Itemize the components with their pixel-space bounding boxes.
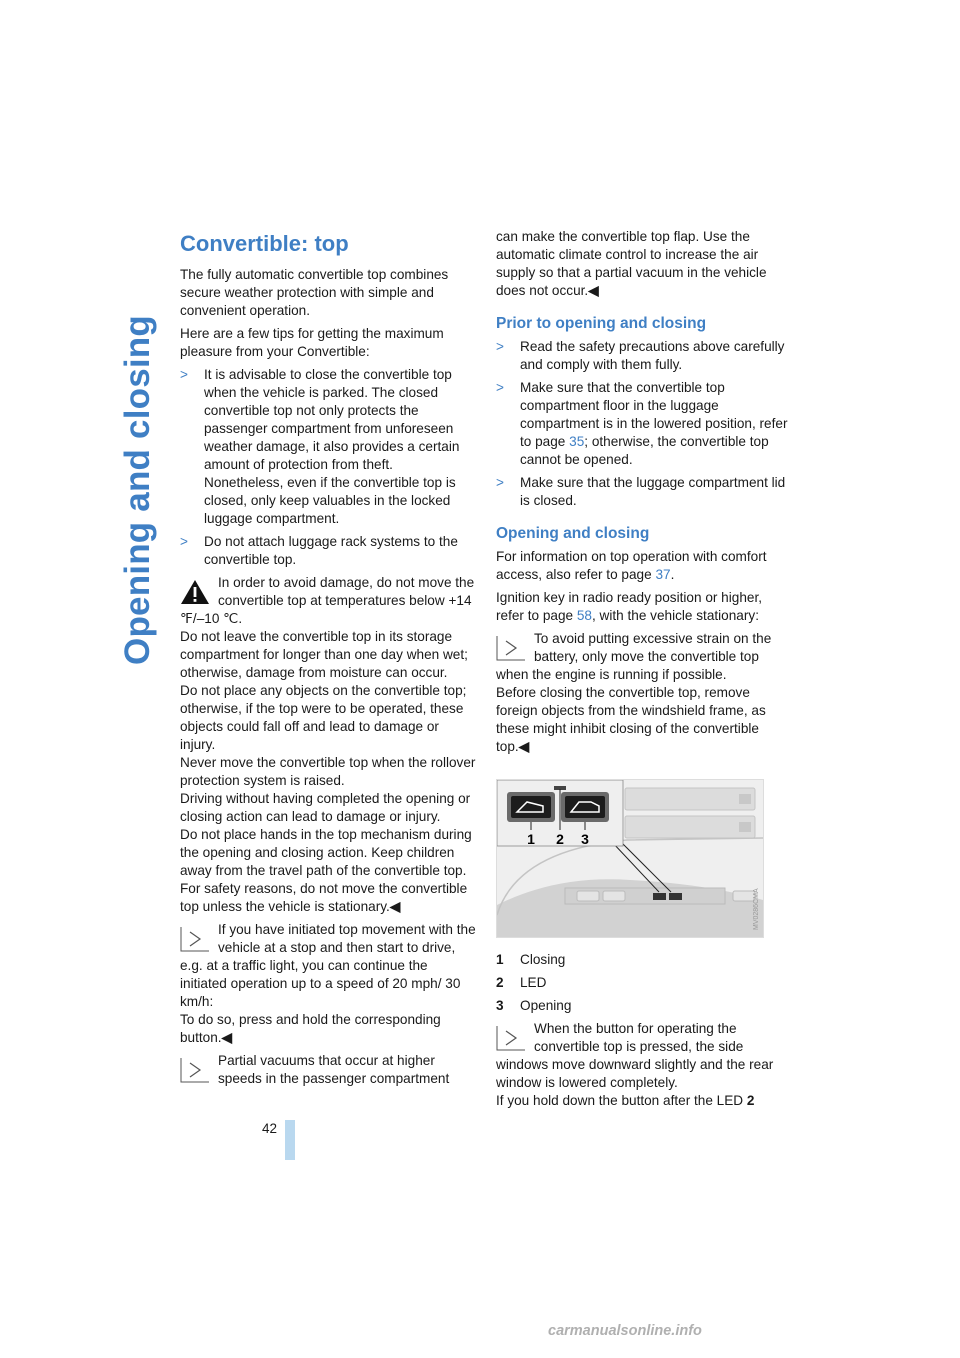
page-number-bar xyxy=(285,1120,295,1160)
end-mark: ◀ xyxy=(518,739,530,754)
warning-line: Do not leave the convertible top in its storage compartment for longer than one day when wet; otherwise, damage from moisture can occur. xyxy=(180,629,468,680)
list-item: > It is advisable to close the convertible top when the vehicle is parked. The closed convertible top not only protects the passenger compartment from unforeseen weather damage, it also provides a certain amount of protection from theft. Nonetheless, even if the convertible top is closed, only keep valuables in the locked luggage compartment. xyxy=(180,367,460,526)
paragraph: Ignition key in radio ready position or higher, refer to page 58, with the vehicle stationary: xyxy=(496,590,762,623)
end-mark: ◀ xyxy=(389,899,401,914)
note-icon xyxy=(180,1057,210,1083)
warning-line: Do not place hands in the top mechanism during the opening and closing action. Keep children away from the travel path of the convertible top. xyxy=(180,827,472,878)
note-line: If you have initiated top movement with the vehicle at a stop and then start to drive, e.g. at a traffic light, you can continue the initiated operation up to a speed of 20 mph/ 30 km/h: xyxy=(180,922,476,1009)
end-mark: ◀ xyxy=(221,1030,233,1045)
warning-line: For safety reasons, do not move the convertible top unless the vehicle is stationary. xyxy=(180,881,468,914)
list-item: 2 LED xyxy=(496,975,547,990)
callout-3: 3 xyxy=(581,831,589,847)
page-link[interactable]: 58 xyxy=(576,608,592,623)
info-note xyxy=(180,921,476,1047)
bullet-mark: > xyxy=(496,380,504,395)
subheading-prior: Prior to opening and closing xyxy=(496,315,707,332)
info-note: When the button for operating the convertible top is pressed, the side windows move downward slightly and the rear window is lowered completely. If you hold down the button after the LED 2 xyxy=(496,1020,792,1110)
warning-line: In order to avoid damage, do not move the convertible top at temperatures below +14 ℉/–10 ℃. xyxy=(180,575,475,626)
note-line: To avoid putting excessive strain on the battery, only move the convertible top when the engine is running if possible. xyxy=(496,631,772,682)
bullet-mark: > xyxy=(496,475,504,490)
note-line: If you hold down the button after the LED xyxy=(496,1093,747,1108)
chapter-side-title xyxy=(108,230,168,750)
warning-note xyxy=(180,574,476,916)
section-heading: Convertible: top xyxy=(180,231,349,256)
subheading-opening: Opening and closing xyxy=(496,525,650,542)
convertible-top-switch-figure xyxy=(496,779,764,938)
note-continuation: can make the convertible top flap. Use the automatic climate control to increase the air supply so that a partial vacuum in the vehicle does not occur. xyxy=(496,229,767,298)
bullet-mark: > xyxy=(180,367,188,382)
note-line: Partial vacuums that occur at higher speeds in the passenger compartment xyxy=(218,1053,450,1086)
chapter-title-text: Opening and closing xyxy=(118,315,157,665)
list-item: > Make sure that the convertible top compartment floor in the luggage compartment is in the lowered position, refer to page 35; otherwise, the convertible top cannot be opened. xyxy=(496,380,788,467)
tips-paragraph: Here are a few tips for getting the maximum pleasure from your Convertible: xyxy=(180,326,444,359)
list-item: > Read the safety precautions above carefully and comply with them fully. xyxy=(496,339,785,372)
figure-code: MV0286CMA xyxy=(753,888,760,930)
list-item: 3 Opening xyxy=(496,998,572,1013)
watermark: carmanualsonline.info xyxy=(548,1323,702,1339)
list-item: > Make sure that the luggage compartment lid is closed. xyxy=(496,475,786,508)
page-link[interactable]: 37 xyxy=(655,567,671,582)
note-line: To do so, press and hold the corresponding button. xyxy=(180,1012,441,1045)
callout-1: 1 xyxy=(527,831,535,847)
warning-line: Never move the convertible top when the rollover protection system is raised. xyxy=(180,755,476,788)
paragraph: For information on top operation with comfort access, also refer to page 37. xyxy=(496,549,767,582)
page-number: 42 xyxy=(262,1121,278,1136)
warning-line: Driving without having completed the opening or closing action can lead to damage or injury. xyxy=(180,791,471,824)
note-icon xyxy=(496,1025,526,1051)
note-icon xyxy=(180,926,210,952)
left-column xyxy=(180,228,476,1093)
note-line: When the button for operating the convertible top is pressed, the side windows move downward slightly and the rear window is lowered completely. xyxy=(496,1021,774,1090)
note-icon xyxy=(496,635,526,661)
warning-line: Do not place any objects on the convertible top; otherwise, if the top were to be operated, these objects could fall off and lead to damage or injury. xyxy=(180,683,467,752)
info-note xyxy=(496,630,792,756)
note-line: Before closing the convertible top, remove foreign objects from the windshield frame, as these might inhibit closing of the convertible top. xyxy=(496,685,766,754)
warning-triangle-icon xyxy=(180,579,210,605)
right-column xyxy=(496,228,792,1115)
list-item: 1 Closing xyxy=(496,952,566,967)
info-note xyxy=(180,1052,476,1088)
bullet-mark: > xyxy=(496,339,504,354)
callout-2: 2 xyxy=(556,831,564,847)
bullet-mark: > xyxy=(180,534,188,549)
intro-paragraph: The fully automatic convertible top combines secure weather protection with simple and convenient operation. xyxy=(180,267,449,318)
list-item: > Do not attach luggage rack systems to the convertible top. xyxy=(180,534,458,567)
end-mark: ◀ xyxy=(588,283,599,298)
page-link[interactable]: 35 xyxy=(569,434,585,449)
